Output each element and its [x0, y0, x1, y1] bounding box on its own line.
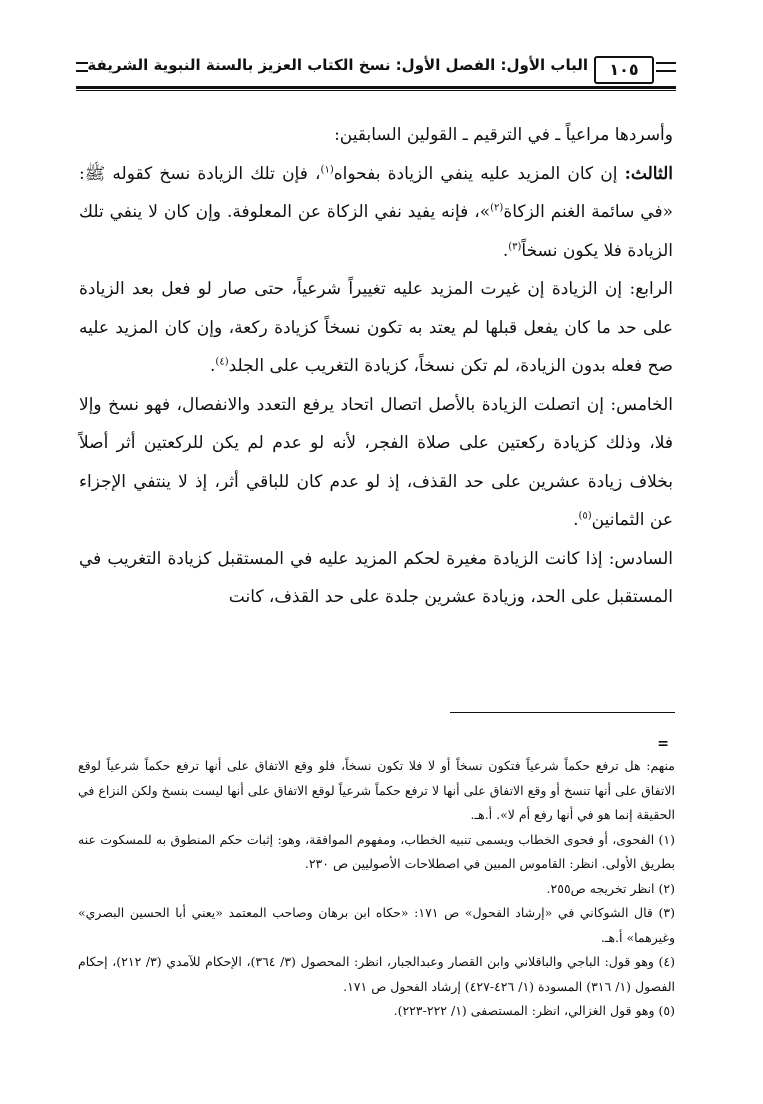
header-ornament-right: [656, 62, 676, 72]
paragraph-fifth: الخامس: إن اتصلت الزيادة بالأصل اتصال اتحاد يرفع التعدد والانفصال، فهو نسخ وإلا فلا، وذلك كزيادة ركعتين على صلاة الفجر، لأنه لو عدم لم يكن للركعتين أثر أصلاً بخلاف زيادة عشرين على حد القذف، إذ لو عدم كان للباقي أثر، إذ لا ينتفي الإجزاء عن الثمانين$^{(٥)}$.: [79, 394, 674, 530]
header-ornament-left: [76, 62, 88, 72]
footnotes: [78, 754, 675, 1024]
paragraph-fourth: الرابع: إن الزيادة إن غيرت المزيد عليه تغييراً شرعياً، حتى صار لو فعل بعد الزيادة على حد ما كان يفعل قبلها لم يعتد به تكون نسخاً كزيادة ركعة، وإن كان المزيد عليه صح فعله بدون الزيادة، لم تكن نسخاً، كزيادة التغريب على الجلد$^{(٤)}$.: [79, 279, 673, 376]
header-rule-thin: [76, 90, 676, 91]
footnote-4: (٤) وهو قول: الباجي والباقلاني وابن القصار وعبدالجبار، انظر: المحصول (٣/ ٣٦٤)، الإحكام للآمدي (٣/ ٢١٢)، إحكام الفصول (١/ ٣١٦) المسودة (١/ ٤٢٦-٤٢٧) إرشاد الفحول ص ١٧١.: [78, 954, 675, 994]
footnote-1: (١) الفحوى، أو فحوى الخطاب ويسمى تنبيه الخطاب، ومفهوم الموافقة، وهو: إثبات حكم المنطوق به للمسكوت عنه بطريق الأولى. انظر: القاموس المبين في اصطلاحات الأصوليين ص ٢٣٠.: [78, 831, 675, 871]
paragraph-third: الثالث: إن كان المزيد عليه ينفي الزيادة بفحواه$^{(١)}$، فإن تلك الزيادة نسخ كقوله ﷺ: «في سائمة الغنم الزكاة$^{(٢)}$»، فإنه يفيد نفي الزكاة عن المعلوفة. وإن كان لا ينفي تلك الزيادة فلا يكون نسخاً$^{(٣)}$.: [79, 163, 674, 261]
footnote-separator: [450, 712, 675, 713]
paragraph-label: الثالث:: [624, 163, 674, 184]
main-text: [79, 116, 673, 617]
footnote-continuation-mark: =: [657, 736, 669, 752]
footnote-3: (٣) قال الشوكاني في «إرشاد الفحول» ص ١٧١: «حكاه ابن برهان وصاحب المعتمد «يعني أبا الحسين البصري» وغيرهما» أ.هـ.: [78, 905, 675, 945]
footnote-continuation: منهم: هل ترفع حكماً شرعياً فتكون نسخاً أو لا فلا تكون نسخاً، فلو وقع الاتفاق على أنها ترفع حكماً شرعياً لوقع الاتفاق على أنها تنسخ أو وقع الاتفاق على أنها لا ترفع حكماً شرعياً لوقع الاتفاق على أنها ليست بنسخ ولكن النزاع في الحقيقة إنما هو في أنها رفع أم لا». أ.هـ.: [78, 758, 675, 822]
footnote-ref[interactable]: (٣): [508, 240, 522, 252]
intro-line: وأسردها مراعياً ـ في الترقيم ـ القولين السابقين:: [334, 125, 673, 145]
paragraph-label: السادس:: [608, 548, 674, 569]
footnote-5: (٥) وهو قول الغزالي، انظر: المستصفى (١/ ٢٢٢-٢٢٣).: [393, 1003, 675, 1018]
footnote-2: (٢) انظر تخريجه ص٢٥٥.: [546, 880, 675, 896]
page-number: ١٠٥: [594, 56, 654, 84]
page-header: [76, 54, 676, 90]
paragraph-sixth: السادس: إذا كانت الزيادة مغيرة لحكم المزيد عليه في المستقبل كزيادة التغريب في المستقبل على الحد، وزيادة عشرين جلدة على حد القذف، كانت: [79, 548, 674, 607]
footnote-ref[interactable]: (٥): [578, 510, 592, 522]
footnote-ref[interactable]: (٤): [215, 356, 229, 368]
header-rule-thick: [76, 86, 676, 89]
paragraph-label: الرابع:: [629, 279, 673, 299]
footnote-ref[interactable]: (١): [320, 163, 334, 175]
paragraph-label: الخامس:: [610, 394, 673, 415]
running-title: الباب الأول: الفصل الأول: نسخ الكتاب العزيز بالسنة النبوية الشريفة: [87, 56, 588, 74]
footnote-ref[interactable]: (٢): [490, 202, 504, 214]
